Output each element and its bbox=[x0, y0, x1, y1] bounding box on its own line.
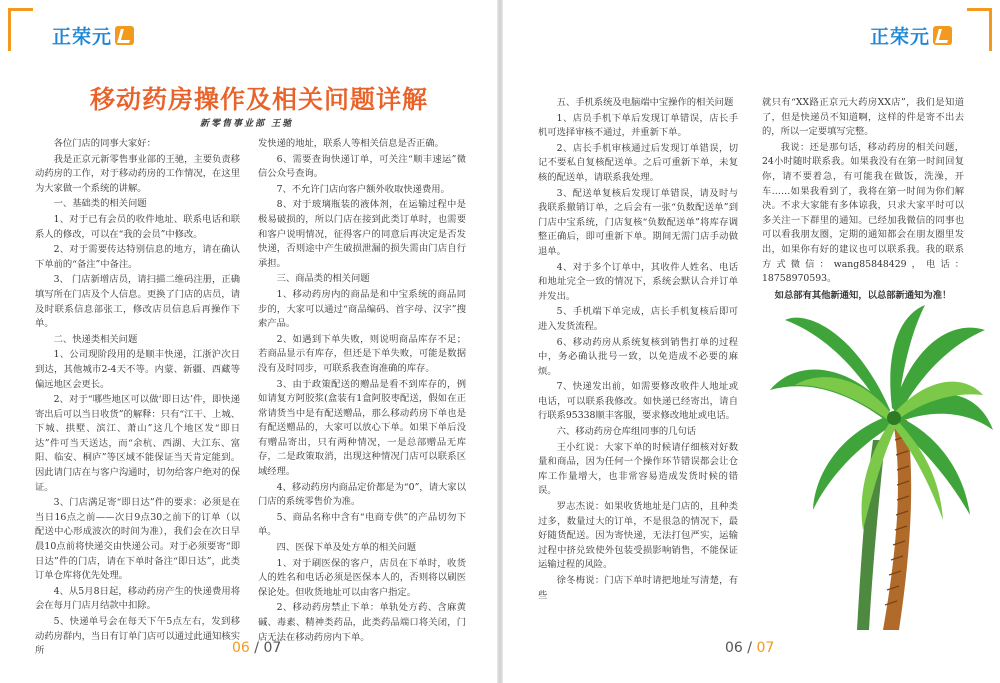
paragraph: 1、公司现阶段用的是顺丰快递，江浙沪次日到达，其他城市2-4天不等。内蒙、新疆、西藏等偏远地区会更长。 bbox=[35, 349, 240, 390]
paragraph: 5、手机端下单完成，店长手机复核后即可进入发货流程。 bbox=[538, 306, 738, 332]
paragraph: 1、对于已有会员的收件地址、联系电话和联系人的修改，可以在“我的会员”中修改。 bbox=[35, 213, 240, 240]
paragraph: 8、对于玻璃瓶装的液体剂，在运输过程中是极易破损的，所以门店在接到此类订单时，也需要和客户说明情况，征得客户的同意后再决定是否发快递，否则途中产生破损泄漏的损失需由门店自行承担。 bbox=[258, 199, 466, 269]
paragraph: 5、商品名称中含有“电商专供”的产品切勿下单。 bbox=[258, 511, 466, 538]
left-column-1 bbox=[35, 137, 240, 657]
page-number-separator: / bbox=[747, 640, 752, 656]
right-page bbox=[500, 0, 1000, 683]
paragraph: 二、快递类相关问题 bbox=[53, 333, 138, 345]
paragraph: 1、对于刷医保的客户，店员在下单时，收货人的姓名和电话必须是医保本人的，否则将以刷医保论处。但收货地址可以由客户指定。 bbox=[258, 557, 466, 598]
corner-bracket bbox=[8, 8, 33, 51]
corner-bracket bbox=[967, 8, 992, 51]
brand-logo-text: 正荣元 bbox=[869, 26, 930, 48]
right-column-1 bbox=[538, 96, 738, 616]
paragraph: 6、需要查询快递订单，可关注“顺丰速运”微信公众号查询。 bbox=[258, 153, 466, 180]
paragraph: 7、不允许门店向客户额外收取快递费用。 bbox=[276, 183, 450, 195]
paragraph: 三、商品类的相关问题 bbox=[276, 273, 370, 285]
paragraph: 就只有“XX路正京元大药房XX店”，我们是知道了，但是快递员不知道啊，这样的件是寄不出去的，所以一定要填写完整。 bbox=[762, 97, 964, 138]
article-title: 移动药房操作及相关问题详解 bbox=[90, 85, 429, 114]
paragraph: 3、配送单复核后发现订单错误，请及时与我联系撤销订单，之后会有一张“负数配送单”到门店中宝系统，门店复核“负数配送单”将库存调整正确后，即可重新下单。期间无需门店手动做退单。 bbox=[538, 187, 738, 257]
notice-text: 如总部有其他新通知，以总部新通知为准！ bbox=[774, 289, 952, 301]
paragraph: 各位门店的同事大家好： bbox=[53, 138, 156, 149]
paragraph: 4、从5月8日起，移动药房产生的快递费用将会在每月门店月结款中扣除。 bbox=[35, 585, 240, 612]
logo-mark-icon bbox=[933, 26, 952, 45]
paragraph: 徐冬梅说：门店下单时请把地址写清楚，有些 bbox=[538, 575, 738, 601]
palm-tree-illustration bbox=[765, 300, 995, 640]
left-column-2 bbox=[258, 137, 466, 643]
paragraph: 一、基础类的相关问题 bbox=[53, 198, 147, 210]
paragraph: 王小红说：大家下单的时候请仔细核对好数量和商品，因为任何一个操作环节错误都会让仓库工作量增大，也非常容易造成发货时候的错误。 bbox=[538, 441, 738, 497]
page-number-current: 06 bbox=[232, 640, 250, 656]
brand-logo-text: 正荣元 bbox=[52, 26, 113, 48]
page-number-other: 07 bbox=[263, 640, 282, 656]
page-number-other: 06 bbox=[725, 640, 743, 656]
paragraph: 3、 门店新增店员，请扫描二维码注册，正确填写所在门店及个人信息。更换了门店的店员，请及时联系信息部张工，修改店员信息后再操作下单。 bbox=[35, 274, 240, 330]
article-byline: 新零售事业部 王驰 bbox=[200, 119, 294, 129]
paragraph: 4、移动药房内商品定价都是为“0”，请大家以门店的系统零售价为准。 bbox=[258, 481, 466, 508]
page-number-current: 07 bbox=[756, 640, 775, 656]
paragraph: 4、对于多个订单中，其收件人姓名、电话和地址完全一致的情况下，系统会默认合并订单并发出。 bbox=[538, 261, 738, 302]
paragraph: 3、门店满足寄“即日达”件的要求：必须是在当日16点之前——次日9点30之前下的订单（以配送中心形成波次的时间为准），我们会在次日早晨10点前将快递交由快递公司。对于必须要寄“即日达”件的门店，请在下单时备注“即日达”，此类订单仓库将优先处理。 bbox=[35, 497, 240, 582]
paragraph: 我是正京元新零售事业部的王驰，主要负责移动药房的工作，对于移动药房的工作情况，在这里为大家做一个系统的讲解。 bbox=[35, 153, 240, 194]
brand-logo bbox=[870, 22, 952, 49]
paragraph: 五、手机系统及电脑端中宝操作的相关问题 bbox=[556, 97, 734, 108]
paragraph: 2、对于需要传达特别信息的地方，请在确认下单前的“备注”中备注。 bbox=[35, 244, 240, 270]
paragraph: 6、移动药房从系统复核到销售打单的过程中，务必确认批号一致，以免造成不必要的麻烦。 bbox=[538, 336, 738, 377]
paragraph: 2、移动药房禁止下单：单轨处方药、含麻黄碱、毒素、精神类药品，此类药品端口将关闭，门店无法在移动药房内下单。 bbox=[258, 602, 466, 643]
paragraph: 1、店员手机下单后发现订单错误，店长手机可选择审核不通过，并重新下单。 bbox=[538, 112, 738, 139]
logo-mark-icon bbox=[115, 26, 134, 45]
page-number bbox=[232, 640, 281, 656]
paragraph: 2、如遇到下单失败，则说明商品库存不足；若商品显示有库存，但还是下单失败，可能是数据没有及时同步，可联系我查询准确的库存。 bbox=[258, 333, 466, 374]
paragraph: 5、快递单号会在每天下午5点左右，发到移动药房群内，当日有订单门店可以通过此通知核实所 bbox=[35, 616, 240, 657]
paragraph: 发快递的地址，联系人等相关信息是否正确。 bbox=[258, 138, 444, 149]
paragraph: 2、店长手机审核通过后发现订单错误，切记不要私自复核配送单。之后可重新下单，未复核的配送单，请联系我处理。 bbox=[538, 142, 738, 183]
page-number bbox=[725, 640, 774, 656]
paragraph: 7、快递发出前，如需要修改收件人地址或电话，可以联系我修改。如快递已经寄出，请自行联系95338顺丰客服，要求修改地址或电话。 bbox=[538, 381, 738, 422]
paragraph: 罗志杰说：如果收货地址是门店的，且种类过多，数量过大的订单，不是很急的情况下，最好随货配送。因为寄快递，无法打包严实，运输过程中挤兑致使外包装受损影响销售，不能保证运输过程的风险。 bbox=[538, 501, 738, 571]
page-number-separator: / bbox=[254, 640, 259, 656]
paragraph: 四、医保下单及处方单的相关问题 bbox=[276, 542, 417, 554]
brand-logo bbox=[52, 22, 134, 49]
paragraph: 我说：还是那句话，移动药房的相关问题，24小时随时联系我。如果我没有在第一时间回复你，请不要着急，有可能我在做饭，洗澡，开车……如果我看到了，我将在第一时间为你们解决。不求大家能有多体谅我，只求大家平时可以多关注一下群里的通知。已经加我微信的同事也可以看我朋友圈，定期的通知都会在朋友圈里发出，如果你有好的建议也可以联系我。我的联系方式微信：wang85848429，电话：18758970593。 bbox=[762, 141, 964, 285]
paragraph: 六、移动药房仓库组同事的几句话 bbox=[556, 426, 697, 438]
paragraph: 1、移动药房内的商品是和中宝系统的商品同步的，大家可以通过“商品编码、首字母、汉字”搜索产品。 bbox=[258, 288, 466, 330]
paragraph: 2、对于“哪些地区可以做‘即日达’件，即快递寄出后可以当日收货”的解释：只有“江干、上城、下城、拱墅、滨江、萧山”这几个地区发“即日达”件可当天送达，而“余杭、西湖、大江东、富阳、临安、桐庐”等区域不能保证当天肯定能到。因此请门店在与客户沟通时，切勿给客户绝对的保证。 bbox=[35, 394, 240, 493]
right-column-2 bbox=[762, 96, 964, 301]
paragraph: 3、由于政策配送的赠品是看不到库存的，例如请复方阿胶浆(盒装有1盒阿胶枣配送，假如在正常请货当中是有配送赠品，那么移动药房下单也是有配送赠品的，大家可以放心下单。如果下单后没有赠品寄出，只有两种情况，一是总部赠品无库存，二是政策取消，出现这种情况门店可以联系区域经理。 bbox=[258, 378, 466, 478]
